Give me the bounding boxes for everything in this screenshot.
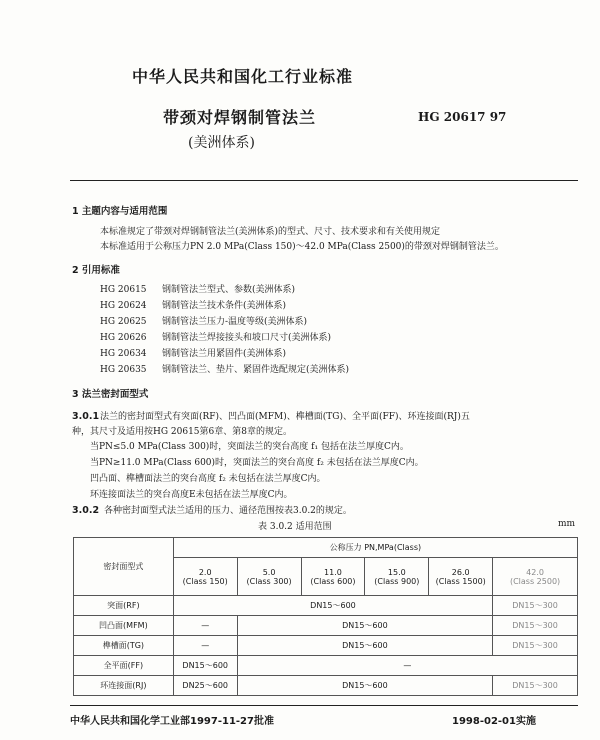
clause-3-0-2: 3.0.2 各种密封面型式法兰适用的压力、通径范围按表3.0.2的规定。 [72, 505, 352, 516]
applicability-table [73, 537, 578, 696]
reference-item: HG 20625 钢制管法兰压力-温度等级(美洲体系) [100, 317, 308, 327]
reference-item: HG 20624 钢制管法兰技术条件(美洲体系) [100, 301, 287, 311]
table-row: 榫槽面(TG) — DN15～600 DN15～300 [74, 636, 578, 656]
section-1-para-1: 本标准规定了带颈对焊钢制管法兰(美洲体系)的型式、尺寸、技术要求和有关使用规定 [100, 227, 441, 237]
pressure-col: 2.0 (Class 150) [173, 558, 237, 596]
footer-divider [70, 705, 578, 706]
reference-item: HG 20615 钢制管法兰型式、参数(美洲体系) [100, 285, 296, 295]
pressure-col: 5.0 (Class 300) [237, 558, 301, 596]
clause-3-0-1-line-4: 当PN≥11.0 MPa(Class 600)时，突面法兰的突台高度 f₂ 未包括在法兰厚度C内。 [90, 458, 424, 468]
section-1-heading: 1 主题内容与适用范围 [72, 206, 168, 217]
table-row: 突面(RF) DN15～600 DN15～300 [74, 596, 578, 616]
header-divider [70, 180, 578, 181]
section-1-para-2: 本标准适用于公称压力PN 2.0 MPa(Class 150)～42.0 MPa(Class 2500)的带颈对焊钢制管法兰。 [100, 242, 504, 252]
table-row: 环连接面(RJ) DN25～600 DN15～600 DN15～300 [74, 676, 578, 696]
standard-org: 中华人民共和国化工行业标准 [132, 67, 354, 86]
reference-item: HG 20635 钢制管法兰、垫片、紧固件选配规定(美洲体系) [100, 365, 350, 375]
table-unit: mm [558, 519, 576, 529]
pressure-col: 11.0 (Class 600) [301, 558, 365, 596]
pressure-col: 26.0 (Class 1500) [429, 558, 493, 596]
table-row: 全平面(FF) DN15～600 — [74, 656, 578, 676]
table-caption: 表 3.0.2 适用范围 [258, 522, 332, 532]
clause-3-0-1-line-6: 环连接面法兰的突台高度E未包括在法兰厚度C内。 [90, 490, 293, 500]
section-3-heading: 3 法兰密封面型式 [72, 389, 149, 400]
pressure-col: 15.0 (Class 900) [365, 558, 429, 596]
standard-number: HG 20617 97 [418, 110, 507, 124]
reference-item: HG 20626 钢制管法兰焊接接头和坡口尺寸(美洲体系) [100, 333, 332, 343]
effective-date: 1998-02-01实施 [452, 716, 536, 727]
clause-3-0-1-line-2: 种，其尺寸及适用按HG 20615第6章、第8章的规定。 [72, 427, 292, 437]
section-2-heading: 2 引用标准 [72, 265, 120, 276]
approval-line: 中华人民共和国化学工业部1997-11-27批准 [70, 716, 274, 727]
document-subtitle: (美洲体系) [188, 135, 255, 151]
clause-3-0-1-line-1: 3.0.1法兰的密封面型式有突面(RF)、凹凸面(MFM)、榫槽面(TG)、全平面(FF)、环连接面(RJ)五 [72, 411, 470, 422]
pressure-col: 42.0 (Class 2500) [493, 558, 578, 596]
pressure-header: 公称压力 PN,MPa(Class) [173, 538, 577, 558]
table-row: 凹凸面(MFM) — DN15～600 DN15～300 [74, 616, 578, 636]
clause-3-0-1-line-3: 当PN≤5.0 MPa(Class 300)时，突面法兰的突台高度 f₁ 包括在法兰厚度C内。 [90, 442, 409, 452]
reference-item: HG 20634 钢制管法兰用紧固件(美洲体系) [100, 349, 287, 359]
clause-3-0-1-line-5: 凹凸面、榫槽面法兰的突台高度 f₂ 未包括在法兰厚度C内。 [90, 474, 326, 484]
row-header: 密封面型式 [74, 538, 174, 596]
document-title: 带颈对焊钢制管法兰 [163, 108, 317, 127]
